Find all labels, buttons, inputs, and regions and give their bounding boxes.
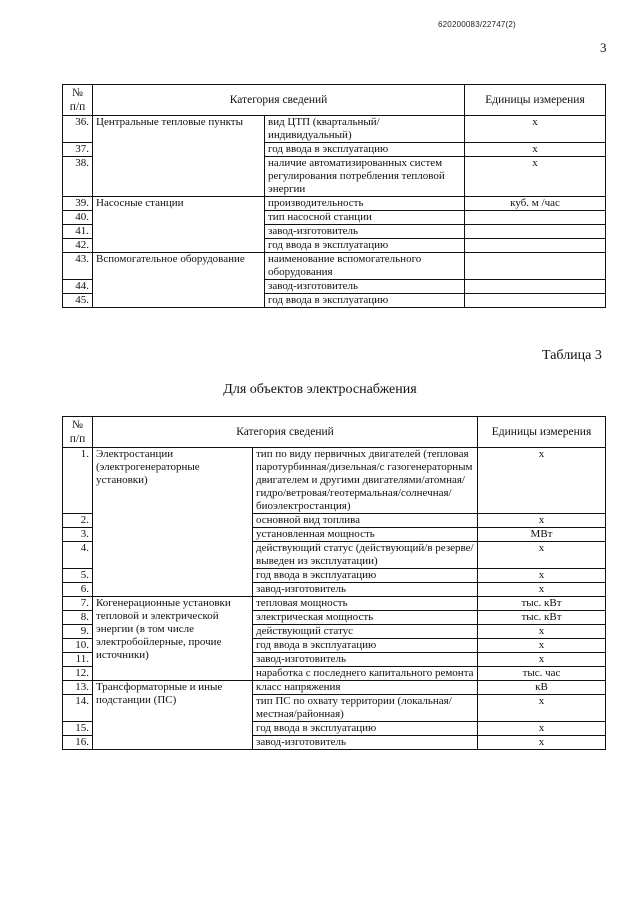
row-number: 4. [63, 542, 93, 569]
category-item: наименование вспомогательного оборудования [265, 253, 465, 280]
unit-cell: х [478, 514, 606, 528]
row-number: 1. [63, 448, 93, 514]
unit-cell: х [465, 157, 606, 197]
unit-cell: х [478, 736, 606, 750]
row-number: 15. [63, 722, 93, 736]
category-item: завод-изготовитель [253, 653, 478, 667]
document-id: 620200083/22747(2) [438, 20, 516, 29]
category-item: вид ЦТП (квартальный/ индивидуальный) [265, 116, 465, 143]
table-header-row [63, 417, 606, 448]
category-item: электрическая мощность [253, 611, 478, 625]
row-number: 13. [63, 681, 93, 695]
row-number: 38. [63, 157, 93, 197]
table-row [63, 116, 606, 143]
unit-cell: тыс. кВт [478, 597, 606, 611]
category-item: завод-изготовитель [253, 736, 478, 750]
unit-cell: МВт [478, 528, 606, 542]
table-row [63, 681, 606, 695]
unit-cell: х [478, 625, 606, 639]
row-number: 16. [63, 736, 93, 750]
category-group: Когенерационные установки тепловой и электрической энергии (в том числе электробойлерные, прочие источники) [93, 597, 253, 681]
table-row [63, 448, 606, 514]
unit-cell: х [478, 448, 606, 514]
category-item: год ввода в эксплуатацию [253, 722, 478, 736]
unit-cell: х [478, 583, 606, 597]
row-number: 2. [63, 514, 93, 528]
header-category: Категория сведений [93, 85, 465, 116]
row-number: 37. [63, 143, 93, 157]
row-number: 39. [63, 197, 93, 211]
row-number: 11. [63, 653, 93, 667]
row-number: 43. [63, 253, 93, 280]
category-item: действующий статус (действующий/в резерве/выведен из эксплуатации) [253, 542, 478, 569]
row-number: 42. [63, 239, 93, 253]
unit-cell [465, 239, 606, 253]
row-number: 6. [63, 583, 93, 597]
table-label: Таблица 3 [542, 348, 602, 363]
table-row [63, 597, 606, 611]
unit-cell: х [478, 542, 606, 569]
category-item: тепловая мощность [253, 597, 478, 611]
page-number: 3 [600, 40, 607, 55]
category-item: год ввода в эксплуатацию [265, 239, 465, 253]
category-item: наличие автоматизированных систем регулирования потребления тепловой энергии [265, 157, 465, 197]
row-number: 40. [63, 211, 93, 225]
category-item: производительность [265, 197, 465, 211]
category-item: тип насосной станции [265, 211, 465, 225]
category-item: класс напряжения [253, 681, 478, 695]
category-item: год ввода в эксплуатацию [265, 294, 465, 308]
unit-cell: кВ [478, 681, 606, 695]
row-number: 7. [63, 597, 93, 611]
unit-cell: х [465, 116, 606, 143]
category-item: год ввода в эксплуатацию [253, 639, 478, 653]
category-item: установленная мощность [253, 528, 478, 542]
header-units: Единицы измерения [465, 85, 606, 116]
row-number: 45. [63, 294, 93, 308]
unit-cell [465, 225, 606, 239]
header-num: № п/п [63, 417, 93, 448]
category-item: действующий статус [253, 625, 478, 639]
category-item: год ввода в эксплуатацию [265, 143, 465, 157]
row-number: 36. [63, 116, 93, 143]
unit-cell [465, 211, 606, 225]
row-number: 41. [63, 225, 93, 239]
unit-cell [465, 280, 606, 294]
category-item: завод-изготовитель [265, 280, 465, 294]
row-number: 5. [63, 569, 93, 583]
category-group: Центральные тепловые пункты [93, 116, 265, 197]
row-number: 8. [63, 611, 93, 625]
header-units: Единицы измерения [478, 417, 606, 448]
unit-cell: куб. м /час [465, 197, 606, 211]
unit-cell [465, 253, 606, 280]
table-power-supply [62, 416, 606, 750]
category-item: наработка с последнего капитального ремонта [253, 667, 478, 681]
table-heading: Для объектов электроснабжения [223, 382, 417, 397]
unit-cell: тыс. час [478, 667, 606, 681]
header-category: Категория сведений [93, 417, 478, 448]
table-row [63, 197, 606, 211]
unit-cell: х [478, 695, 606, 722]
row-number: 3. [63, 528, 93, 542]
table-header-row [63, 85, 606, 116]
category-group: Трансформаторные и иные подстанции (ПС) [93, 681, 253, 750]
category-item: завод-изготовитель [253, 583, 478, 597]
unit-cell: х [478, 639, 606, 653]
row-number: 9. [63, 625, 93, 639]
category-item: основной вид топлива [253, 514, 478, 528]
category-group: Электростанции (электрогенераторные установки) [93, 448, 253, 597]
unit-cell [465, 294, 606, 308]
table-row [63, 253, 606, 280]
table-heat-supply-continued [62, 84, 606, 308]
category-item: тип ПС по охвату территории (локальная/местная/районная) [253, 695, 478, 722]
category-group: Насосные станции [93, 197, 265, 253]
unit-cell: х [478, 653, 606, 667]
row-number: 14. [63, 695, 93, 722]
row-number: 44. [63, 280, 93, 294]
row-number: 10. [63, 639, 93, 653]
category-item: год ввода в эксплуатацию [253, 569, 478, 583]
row-number: 12. [63, 667, 93, 681]
category-group: Вспомогательное оборудование [93, 253, 265, 308]
unit-cell: х [478, 569, 606, 583]
header-num: № п/п [63, 85, 93, 116]
category-item: завод-изготовитель [265, 225, 465, 239]
unit-cell: тыс. кВт [478, 611, 606, 625]
category-item: тип по виду первичных двигателей (тепловая паротурбинная/дизельная/с газогенераторным двигателем и другими двигателями/атомная/гидро/ветровая/геотермальная/солнечная/биоэлектростанция) [253, 448, 478, 514]
unit-cell: х [478, 722, 606, 736]
unit-cell: х [465, 143, 606, 157]
